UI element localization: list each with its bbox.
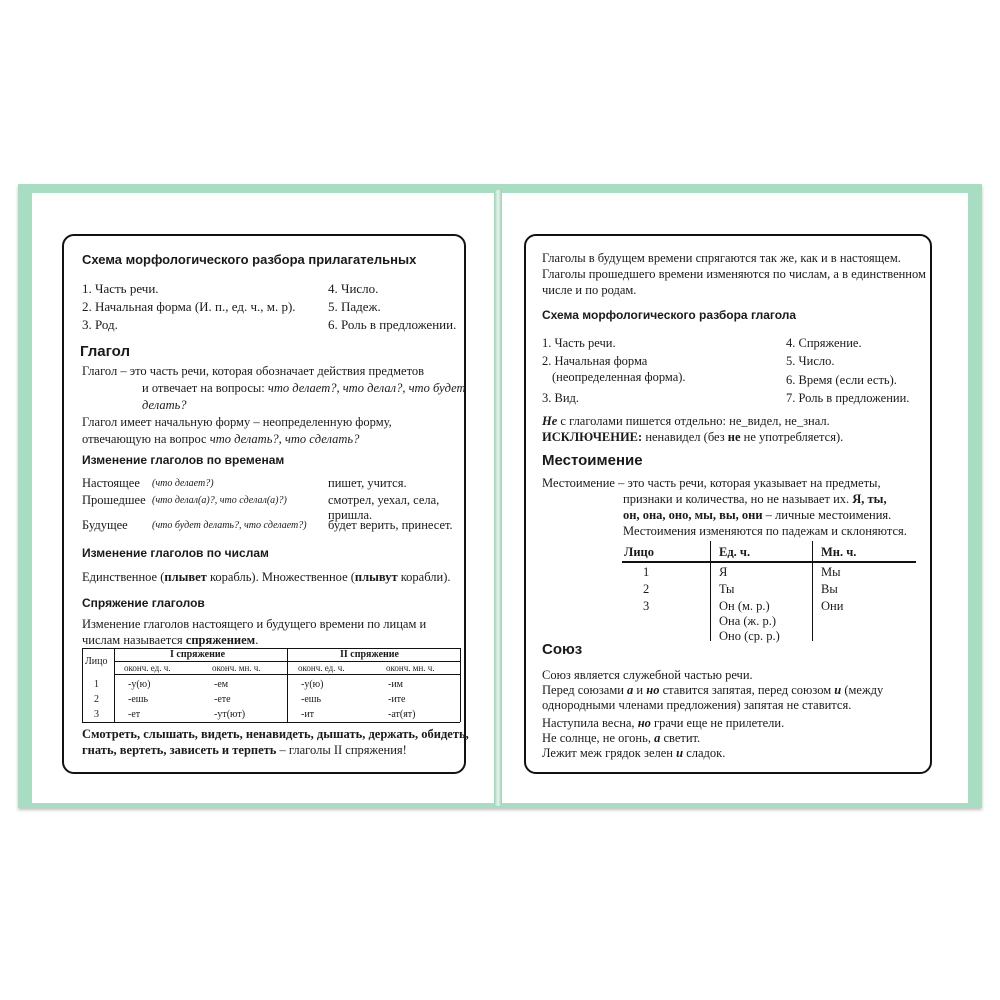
tense-name: Настоящее bbox=[82, 476, 140, 490]
verb-infinitive-line: отвечающую на вопрос что делать?, что сделать? bbox=[82, 432, 360, 446]
table-header: I спряжение bbox=[170, 649, 226, 660]
conjugation-definition: числам называется спряжением. bbox=[82, 633, 259, 647]
adj-item: 6. Роль в предложении. bbox=[328, 317, 457, 332]
table-cell: Оно (ср. р.) bbox=[719, 629, 780, 643]
table-cell: 1 bbox=[94, 679, 99, 690]
table-cell: -у(ю) bbox=[128, 679, 151, 690]
table-header: Ед. ч. bbox=[719, 545, 751, 559]
pronoun-definition: признаки и количества, но не называет их. Я, ты, bbox=[623, 492, 887, 506]
table-header: II спряжение bbox=[340, 649, 399, 660]
table-cell: -ет bbox=[128, 709, 141, 720]
table-cell: -ем bbox=[214, 679, 229, 690]
verb-scheme-item: 3. Вид. bbox=[542, 391, 580, 405]
table-cell: -ут(ют) bbox=[214, 709, 246, 720]
tense-example: пишет, учится. bbox=[328, 476, 407, 490]
tense-example: пришла. bbox=[328, 508, 373, 522]
tense-name: Прошедшее bbox=[82, 493, 146, 507]
union-example: Лежит меж грядок зелен и сладок. bbox=[542, 746, 726, 760]
adjective-scheme-title: Схема морфологического разбора прилагательных bbox=[82, 252, 417, 267]
verb-infinitive-line: Глагол имеет начальную форму – неопределенную форму, bbox=[82, 415, 392, 429]
table-cell: -ешь bbox=[128, 694, 149, 705]
tense-example: смотрел, уехал, села, bbox=[328, 493, 440, 507]
table-cell: -им bbox=[388, 679, 404, 690]
numbers-title: Изменение глаголов по числам bbox=[82, 546, 269, 560]
table-subheader: оконч. мн. ч. bbox=[212, 663, 261, 673]
conjugation-definition: Изменение глаголов настоящего и будущего времени по лицам и bbox=[82, 617, 427, 631]
union-example: Наступила весна, но грачи еще не прилетели. bbox=[542, 716, 785, 730]
verb-section-title: Глагол bbox=[80, 343, 130, 360]
tenses-title: Изменение глаголов по временам bbox=[82, 453, 285, 467]
union-text: однородными членами предложения) запятая не ставится. bbox=[542, 698, 852, 712]
table-header: Лицо bbox=[85, 656, 108, 667]
table-cell: -ит bbox=[301, 709, 315, 720]
ne-rule: Не с глаголами пишется отдельно: не_видел, не_знал. bbox=[542, 414, 830, 428]
table-cell: -ете bbox=[214, 694, 231, 705]
verb-scheme-item: (неопределенная форма). bbox=[552, 370, 686, 384]
table-cell: -ите bbox=[388, 694, 406, 705]
table-cell: 3 bbox=[94, 709, 99, 720]
intro-line: числе и по родам. bbox=[542, 283, 637, 297]
verb-scheme-item: 2. Начальная форма bbox=[542, 354, 648, 368]
table-subheader: оконч. ед. ч. bbox=[124, 663, 171, 673]
table-cell: Они bbox=[821, 599, 844, 613]
table-cell: 2 bbox=[643, 582, 650, 596]
intro-line: Глаголы прошедшего времени изменяются по числам, а в единственном bbox=[542, 267, 926, 281]
adj-item: 2. Начальная форма (И. п., ед. ч., м. р). bbox=[82, 299, 296, 314]
tense-example: будет верить, принесет. bbox=[328, 518, 453, 532]
pronoun-section-title: Местоимение bbox=[542, 452, 643, 469]
pronoun-definition: Местоимение – это часть речи, которая указывает на предметы, bbox=[542, 476, 881, 490]
adj-item: 3. Род. bbox=[82, 317, 118, 332]
tense-name: Будущее bbox=[82, 518, 128, 532]
table-cell: Мы bbox=[821, 565, 841, 579]
pronoun-definition: он, она, оно, мы, вы, они – личные местоимения. bbox=[623, 508, 892, 522]
verb-definition-line: и отвечает на вопросы: что делает?, что делал?, что будет bbox=[142, 381, 466, 395]
intro-line: Глаголы в будущем времени спрягаются так же, как и в настоящем. bbox=[542, 251, 901, 265]
table-subheader: оконч. ед. ч. bbox=[298, 663, 345, 673]
adj-item: 5. Падеж. bbox=[328, 299, 381, 314]
tense-question: (что делает?) bbox=[152, 478, 214, 489]
pronoun-definition: Местоимения изменяются по падежам и склоняются. bbox=[623, 524, 907, 538]
table-cell: -ат(ят) bbox=[388, 709, 416, 720]
table-cell: Он (м. р.) bbox=[719, 599, 770, 613]
tense-question: (что делал(а)?, что сделал(а)?) bbox=[152, 495, 287, 506]
book-spine bbox=[494, 190, 502, 806]
verb-scheme-item: 4. Спряжение. bbox=[786, 336, 862, 350]
numbers-text: Единственное (плывет корабль). Множественное (плывут корабли). bbox=[82, 570, 451, 584]
adj-item: 4. Число. bbox=[328, 281, 379, 296]
table-cell: Вы bbox=[821, 582, 838, 596]
ne-exception: ИСКЛЮЧЕНИЕ: ненавидел (без не не употребляется). bbox=[542, 430, 844, 444]
union-example: Не солнце, не огонь, а светит. bbox=[542, 731, 701, 745]
verb-scheme-item: 1. Часть речи. bbox=[542, 336, 616, 350]
union-section-title: Союз bbox=[542, 641, 583, 658]
adj-item: 1. Часть речи. bbox=[82, 281, 159, 296]
table-cell: -у(ю) bbox=[301, 679, 324, 690]
verb-scheme-item: 5. Число. bbox=[786, 354, 835, 368]
conjugation-title: Спряжение глаголов bbox=[82, 596, 205, 610]
verb-scheme-item: 6. Время (если есть). bbox=[786, 373, 897, 387]
table-cell: -ешь bbox=[301, 694, 322, 705]
table-cell: 2 bbox=[94, 694, 99, 705]
exception-line: Смотреть, слышать, видеть, ненавидеть, дышать, держать, обидеть, bbox=[82, 727, 469, 741]
table-cell: Она (ж. р.) bbox=[719, 614, 776, 628]
table-header: Мн. ч. bbox=[821, 545, 857, 559]
table-cell: 3 bbox=[643, 599, 650, 613]
union-text: Союз является служебной частью речи. bbox=[542, 668, 753, 682]
union-text: Перед союзами а и но ставится запятая, перед союзом и (между bbox=[542, 683, 884, 697]
verb-scheme-item: 7. Роль в предложении. bbox=[786, 391, 910, 405]
exception-line: гнать, вертеть, зависеть и терпеть – глаголы II спряжения! bbox=[82, 743, 407, 757]
table-cell: Ты bbox=[719, 582, 735, 596]
verb-definition-line: делать? bbox=[142, 398, 187, 412]
table-subheader: оконч. мн. ч. bbox=[386, 663, 435, 673]
verb-definition-line: Глагол – это часть речи, которая обозначает действия предметов bbox=[82, 364, 425, 378]
verb-scheme-title: Схема морфологического разбора глагола bbox=[542, 308, 797, 322]
tense-question: (что будет делать?, что сделает?) bbox=[152, 520, 307, 531]
table-header: Лицо bbox=[624, 545, 654, 559]
table-cell: Я bbox=[719, 565, 728, 579]
table-cell: 1 bbox=[643, 565, 650, 579]
